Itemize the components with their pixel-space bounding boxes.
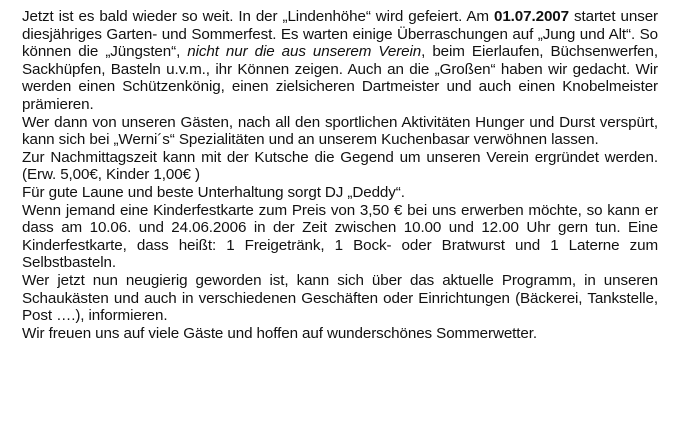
intro-text-3: , beim Eierlaufen, Büchsenwerfen, Sackhüpfen, Basteln u.v.m., ihr Können zeigen. Auch an die „Großen“ haben wir gedacht. Wir werden einen Schützenkönig, einen zielsicheren Dartmeister und auch einen Knobelmeister prämieren. bbox=[22, 43, 658, 113]
intro-text-2: startet unser diesjähriges Garten- und Sommerfest. Es warten einige Überraschungen auf „Jung und Alt“. So können die „Jüngsten“, bbox=[22, 8, 659, 61]
paragraph-carriage: Zur Nachmittagszeit kann mit der Kutsche die Gegend um unseren Verein ergründet werden. (Erw. 5,00€, Kinder 1,00€ ) bbox=[22, 148, 658, 184]
event-date: 01.07.2007 bbox=[493, 8, 569, 25]
paragraph-dj: Für gute Laune und beste Unterhaltung sorgt DJ „Deddy“. bbox=[22, 183, 405, 201]
paragraph-intro bbox=[22, 8, 658, 114]
intro-italic-text: nicht nur die aus unserem Verein bbox=[187, 43, 422, 61]
paragraph-closing: Wir freuen uns auf viele Gäste und hoffen auf wunderschönes Sommerwetter. bbox=[22, 324, 537, 342]
intro-text-1: Jetzt ist es bald wieder so weit. In der „Lindenhöhe“ wird gefeiert. Am bbox=[22, 8, 494, 25]
paragraph-tickets: Wenn jemand eine Kinderfestkarte zum Preis von 3,50 € bei uns erwerben möchte, so kann er dass am 10.06. und 24.06.2006 in der Zeit zwischen 10.00 und 12.00 Uhr gern tun. Eine Kinderfestkarte, dass heißt: 1 Freigetränk, 1 Bock- oder Bratwurst und 1 Laterne zum Selbstbasteln. bbox=[22, 201, 658, 272]
paragraph-food: Wer dann von unseren Gästen, nach all den sportlichen Aktivitäten Hunger und Durst verspürt, kann sich bei „Werni´s“ Spezialitäten und an unserem Kuchenbasar verwöhnen lassen. bbox=[22, 113, 658, 149]
document-body bbox=[22, 8, 658, 342]
paragraph-program: Wer jetzt nun neugierig geworden ist, kann sich über das aktuelle Programm, in unseren Schaukästen und auch in verschiedenen Geschäften oder Einrichtungen (Bäckerei, Tankstelle, Post ….), informieren. bbox=[22, 271, 658, 325]
